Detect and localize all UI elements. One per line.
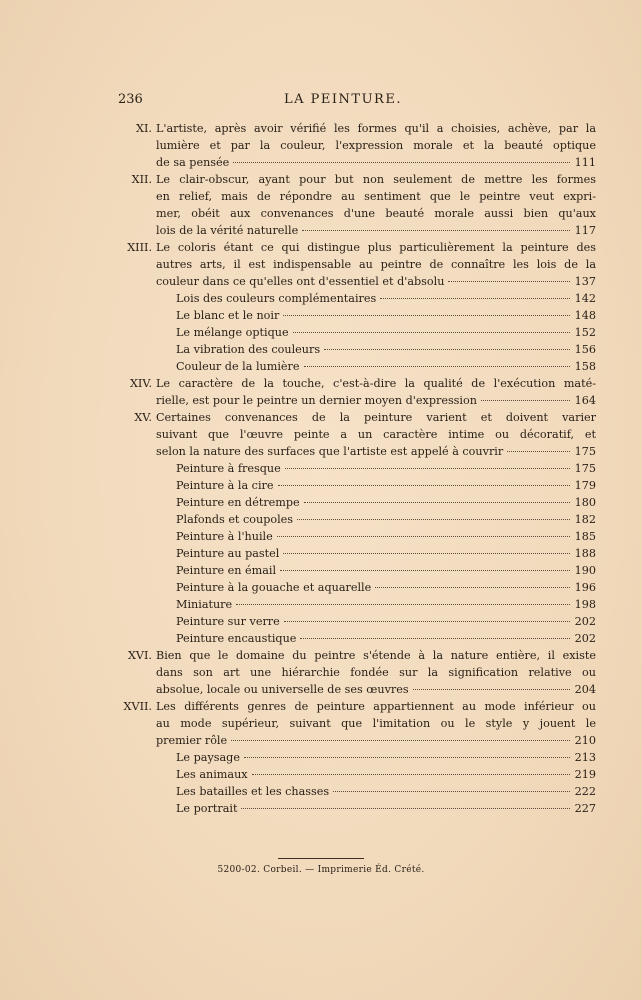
toc-text-line: de sa pensée <box>156 156 230 169</box>
dot-leader <box>283 553 570 554</box>
toc-subentry-label: Les batailles et les chasses <box>176 785 330 798</box>
toc-text-line: autres arts, il est indispensable au peintre de connaître les lois de la <box>156 258 596 271</box>
toc-text-line: L'artiste, après avoir vérifié les formes qu'il a choisies, achève, par la <box>156 122 596 135</box>
toc-subentry <box>176 749 596 766</box>
toc-subentry-label: Lois des couleurs complémentaires <box>176 292 377 305</box>
toc-subentry <box>176 460 596 477</box>
toc-page-number: 142 <box>574 292 596 305</box>
page-header <box>118 92 568 110</box>
toc-page-number: 227 <box>574 802 596 815</box>
toc-page-number: 156 <box>574 343 596 356</box>
toc-text-line: lois de la vérité naturelle <box>156 224 299 237</box>
toc-subentry-label: Peinture à fresque <box>176 462 281 475</box>
toc-entry-number: XVII. <box>123 700 152 713</box>
toc-subentry <box>176 766 596 783</box>
toc-text-line: premier rôle <box>156 734 228 747</box>
toc-text-line: Bien que le domaine du peintre s'étende à la nature entière, il existe <box>156 649 596 662</box>
dot-leader <box>244 757 570 758</box>
toc-subentry-label: Le paysage <box>176 751 240 764</box>
toc-leader-line <box>156 222 596 239</box>
toc-subentry <box>176 562 596 579</box>
toc-entry-number: XVI. <box>127 649 152 662</box>
dot-leader <box>302 230 570 231</box>
running-title: LA PEINTURE. <box>284 92 402 107</box>
toc-page-number: 222 <box>574 785 596 798</box>
toc-subentry <box>176 800 596 817</box>
toc-subentry <box>176 341 596 358</box>
toc-subentry-label: Peinture en détrempe <box>176 496 300 509</box>
dot-leader <box>277 536 570 537</box>
dot-leader <box>278 485 571 486</box>
toc-subentry <box>176 596 596 613</box>
toc-subentry-label: Plafonds et coupoles <box>176 513 294 526</box>
toc-entry-text <box>156 375 596 409</box>
footer-rule <box>278 858 364 859</box>
toc-entry-text <box>156 171 596 239</box>
toc-subentry <box>176 307 596 324</box>
dot-leader <box>280 570 570 571</box>
toc-page-number: 148 <box>574 309 596 322</box>
toc-entry-number: XIII. <box>127 241 152 254</box>
toc-entry-text <box>156 120 596 171</box>
toc-text-line: suivant que l'œuvre peinte a un caractère intime ou décoratif, et <box>156 428 596 441</box>
toc-subentry-label: Peinture à la cire <box>176 479 274 492</box>
toc-subentry-label: Peinture à la gouache et aquarelle <box>176 581 372 594</box>
toc-subentry-label: Le mélange optique <box>176 326 289 339</box>
toc-page-number: 182 <box>574 513 596 526</box>
toc-entry <box>118 171 596 239</box>
toc-text-line: rielle, est pour le peintre un dernier moyen d'expression <box>156 394 477 407</box>
toc-entry-number: XII. <box>131 173 152 186</box>
page-number: 236 <box>118 92 143 107</box>
toc-page-number: 152 <box>574 326 596 339</box>
toc-subentry <box>176 528 596 545</box>
toc-subentry-label: Couleur de la lumière <box>176 360 300 373</box>
printer-footer <box>0 858 642 875</box>
toc-page-number: 196 <box>574 581 596 594</box>
toc-page-number: 210 <box>574 734 596 747</box>
toc-subentry <box>176 545 596 562</box>
toc-text-line: mer, obéit aux convenances d'une beauté morale aussi bien qu'aux <box>156 207 596 220</box>
toc-page-number: 198 <box>574 598 596 611</box>
toc-entry <box>118 647 596 698</box>
dot-leader <box>380 298 570 299</box>
toc-subentry-label: Les animaux <box>176 768 248 781</box>
dot-leader <box>241 808 570 809</box>
toc-text-line: Les différents genres de peinture appartiennent au mode inférieur ou <box>156 700 596 713</box>
dot-leader <box>304 502 570 503</box>
toc-entry-text <box>156 647 596 698</box>
dot-leader <box>284 621 570 622</box>
toc-text-line: couleur dans ce qu'elles ont d'essentiel et d'absolu <box>156 275 445 288</box>
toc-subentry-label: Miniature <box>176 598 233 611</box>
toc-leader-line <box>156 273 596 290</box>
toc-leader-line <box>156 681 596 698</box>
toc-entry <box>118 375 596 409</box>
dot-leader <box>481 400 570 401</box>
toc-entry-number: XIV. <box>129 377 152 390</box>
toc-entry <box>118 698 596 749</box>
toc-page-number: 219 <box>574 768 596 781</box>
toc-text-line: Le caractère de la touche, c'est-à-dire la qualité de l'exécution maté- <box>156 377 596 390</box>
toc-entry-text <box>156 239 596 290</box>
printer-imprint: 5200-02. Corbeil. — Imprimerie Éd. Crété. <box>217 865 425 875</box>
toc-subentry <box>176 783 596 800</box>
toc-page-number: 175 <box>574 462 596 475</box>
toc-subentry-label: Peinture en émail <box>176 564 277 577</box>
toc-text-line: au mode supérieur, suivant que l'imitation ou le style y jouent le <box>156 717 596 730</box>
toc-subentry <box>176 579 596 596</box>
toc-page-number: 180 <box>574 496 596 509</box>
toc-page-number: 190 <box>574 564 596 577</box>
toc-subentry <box>176 630 596 647</box>
toc-page-number: 202 <box>574 632 596 645</box>
dot-leader <box>285 468 570 469</box>
toc-leader-line <box>156 732 596 749</box>
toc-leader-line <box>156 154 596 171</box>
dot-leader <box>333 791 570 792</box>
toc-text-line: en relief, mais de répondre au sentiment que le peintre veut expri- <box>156 190 596 203</box>
toc-leader-line <box>156 443 596 460</box>
toc-subentry-label: Le blanc et le noir <box>176 309 280 322</box>
toc-subentry <box>176 290 596 307</box>
toc-entry-number: XV. <box>134 411 152 424</box>
toc-subentry-label: Peinture au pastel <box>176 547 280 560</box>
toc-page-number: 164 <box>574 394 596 407</box>
toc-subentry <box>176 477 596 494</box>
toc-subentries <box>176 290 596 375</box>
toc-entry <box>118 409 596 460</box>
dot-leader <box>231 740 570 741</box>
toc-entry-number: XI. <box>136 122 152 135</box>
dot-leader <box>252 774 570 775</box>
dot-leader <box>233 162 570 163</box>
toc-entry <box>118 239 596 290</box>
table-of-contents <box>118 120 596 817</box>
toc-page-number: 175 <box>574 445 596 458</box>
toc-text-line: dans son art une hiérarchie fondée sur la signification relative ou <box>156 666 596 679</box>
toc-page-number: 213 <box>574 751 596 764</box>
toc-subentry <box>176 494 596 511</box>
toc-page-number: 117 <box>574 224 596 237</box>
dot-leader <box>448 281 570 282</box>
toc-subentry-label: Le portrait <box>176 802 238 815</box>
dot-leader <box>304 366 570 367</box>
dot-leader <box>283 315 570 316</box>
toc-subentry <box>176 358 596 375</box>
toc-entry-text <box>156 409 596 460</box>
toc-subentries <box>176 460 596 647</box>
toc-page-number: 179 <box>574 479 596 492</box>
toc-page-number: 158 <box>574 360 596 373</box>
dot-leader <box>300 638 570 639</box>
toc-text-line: selon la nature des surfaces que l'artiste est appelé à couvrir <box>156 445 504 458</box>
toc-text-line: Certaines convenances de la peinture varient et doivent varier <box>156 411 596 424</box>
dot-leader <box>413 689 570 690</box>
toc-subentry <box>176 324 596 341</box>
toc-text-line: Le coloris étant ce qui distingue plus particulièrement la peinture des <box>156 241 596 254</box>
toc-page-number: 185 <box>574 530 596 543</box>
toc-subentry-label: La vibration des couleurs <box>176 343 321 356</box>
dot-leader <box>375 587 570 588</box>
toc-entry <box>118 120 596 171</box>
toc-page-number: 188 <box>574 547 596 560</box>
toc-text-line: absolue, locale ou universelle de ses œuvres <box>156 683 409 696</box>
toc-subentry-label: Peinture à l'huile <box>176 530 273 543</box>
dot-leader <box>236 604 570 605</box>
dot-leader <box>507 451 570 452</box>
toc-subentry <box>176 511 596 528</box>
dot-leader <box>293 332 570 333</box>
toc-page-number: 137 <box>574 275 596 288</box>
toc-page-number: 111 <box>574 156 596 169</box>
toc-page-number: 204 <box>574 683 596 696</box>
dot-leader <box>297 519 570 520</box>
toc-text-line: Le clair-obscur, ayant pour but non seulement de mettre les formes <box>156 173 596 186</box>
toc-leader-line <box>156 392 596 409</box>
toc-subentry-label: Peinture sur verre <box>176 615 280 628</box>
toc-page-number: 202 <box>574 615 596 628</box>
toc-subentry-label: Peinture encaustique <box>176 632 297 645</box>
toc-entry-text <box>156 698 596 749</box>
toc-subentries <box>176 749 596 817</box>
toc-subentry <box>176 613 596 630</box>
dot-leader <box>324 349 570 350</box>
toc-text-line: lumière et par la couleur, l'expression morale et la beauté optique <box>156 139 596 152</box>
